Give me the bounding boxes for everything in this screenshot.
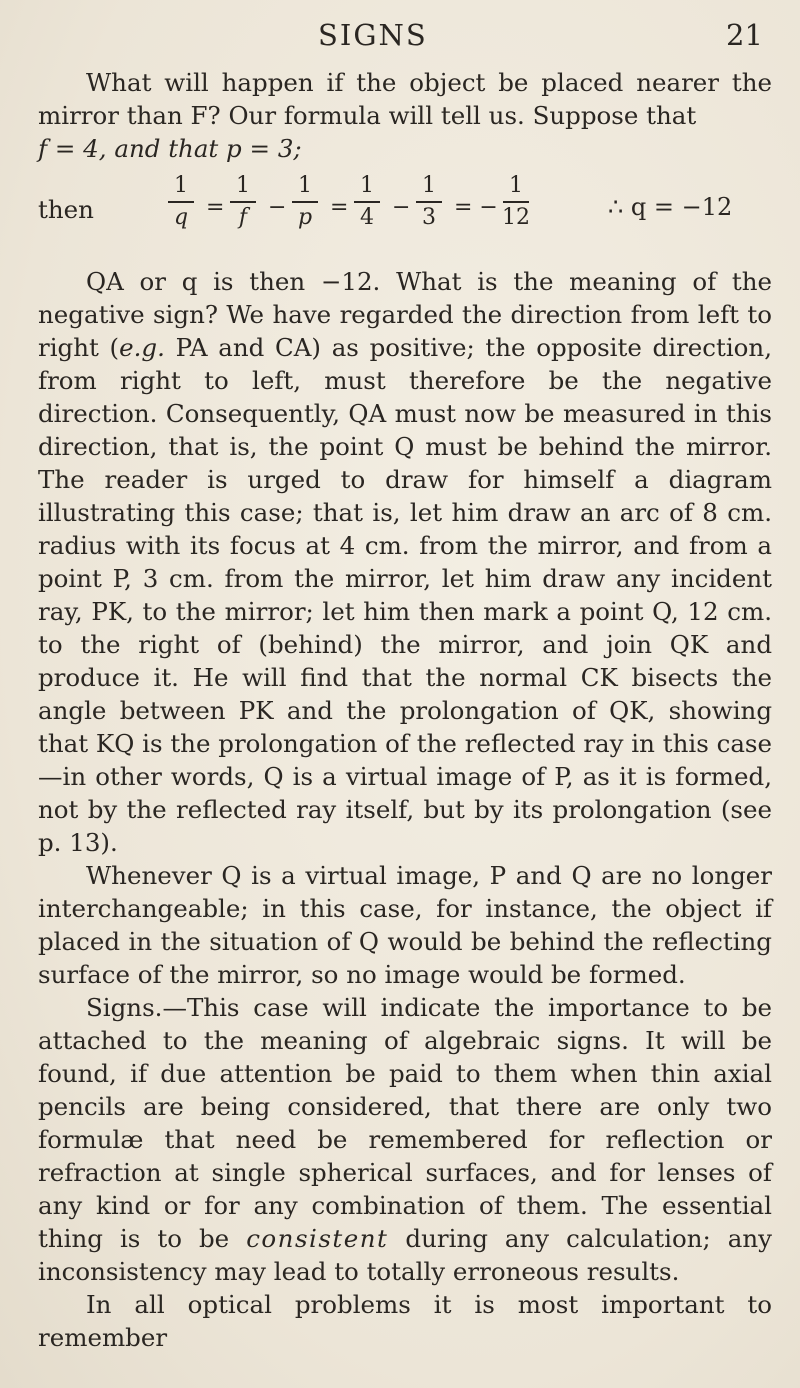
signs-text: —This case will indicate the importance to be attached to the meaning of algebraic signs. It will be found, if due attention be paid to them when thin axial pencils are being considered, that there are only two formulæ that need be remembered for reflection or refraction at single spherical surfaces, and for lenses of any kind or for any combination of them. The essential thing is to be	[38, 993, 772, 1253]
qa-eg: e.g.	[119, 333, 165, 362]
body-text	[38, 66, 772, 1354]
equation	[38, 169, 772, 259]
running-head: SIGNS	[318, 18, 428, 52]
fraction-denominator: f	[238, 205, 248, 230]
equation-operator: =	[206, 195, 225, 220]
fraction-numerator: 1	[509, 173, 523, 198]
equation-operator: −	[268, 195, 287, 220]
page-number: 21	[726, 18, 763, 52]
fraction-numerator: 1	[174, 173, 188, 198]
fraction-bar	[354, 201, 380, 203]
fraction-denominator: 12	[502, 205, 530, 230]
fraction-numerator: 1	[422, 173, 436, 198]
qa-text: QA or q is then −12. What is the meaning of the negative sign? We have regarded the direction from left to right (	[38, 267, 772, 362]
fraction-bar	[292, 201, 318, 203]
equation-result: ∴ q = −12	[608, 193, 733, 221]
signs-paragraph	[38, 991, 772, 1288]
intro-line: What will happen if the object be placed nearer the mirror than F? Our formula will tell us. Suppose that	[38, 68, 772, 130]
equation-operator: =	[330, 195, 349, 220]
fraction-bar	[416, 201, 442, 203]
fraction-denominator: q	[173, 205, 189, 230]
fraction-1-over-12	[502, 173, 530, 231]
qa-text-rest: PA and CA) as positive; the opposite direction, from right to left, must therefore be the negative direction. Consequently, QA must now be measured in this direction, that is, the point Q must be behind the mirror. The reader is urged to draw for himself a diagram illustrating this case; that is, let him draw an arc of 8 cm. radius with its focus at 4 cm. from the mirror, and from a point P, 3 cm. from the mirror, let him draw any incident ray, PK, to the mirror; let him then mark a point Q, 12 cm. to the right of (behind) the mirror, and join QK and produce it. He will find that the normal CK bisects the angle between PK and the prolongation of QK, showing that KQ is the prolongation of the reflected ray in this case—in other words, Q is a virtual image of P, as it is formed, not by the reflected ray itself, but by its prolongation (see p. 13).	[38, 333, 772, 857]
signs-heading: Signs.	[86, 993, 163, 1022]
page-header	[0, 18, 800, 58]
signs-emphasis: consistent	[246, 1224, 389, 1253]
fraction-bar	[168, 201, 194, 203]
closing-paragraph: In all optical problems it is most important to remember	[38, 1290, 772, 1352]
fraction-denominator: p	[297, 205, 313, 230]
fraction-1-over-f	[230, 173, 256, 231]
fraction-numerator: 1	[298, 173, 312, 198]
fraction-bar	[503, 201, 529, 203]
fraction-1-over-q	[168, 173, 194, 231]
fraction-1-over-3	[416, 173, 442, 231]
fraction-numerator: 1	[236, 173, 250, 198]
fraction-numerator: 1	[360, 173, 374, 198]
equation-operator: = −	[454, 195, 498, 220]
equation-then: then	[38, 195, 94, 224]
intro-paragraph	[38, 66, 772, 165]
equation-operator: −	[392, 195, 411, 220]
fraction-denominator: 4	[360, 205, 374, 230]
signs-text-end: during any calculation; any inconsistency may lead to totally erroneous results.	[38, 1224, 772, 1286]
virtual-image-paragraph: Whenever Q is a virtual image, P and Q are no longer interchangeable; in this case, for instance, the object if placed in the situation of Q would be behind the reflecting surface of the mirror, so no image would be formed.	[38, 861, 772, 989]
fraction-1-over-p	[292, 173, 318, 231]
fraction-bar	[230, 201, 256, 203]
intro-values: f = 4, and that p = 3;	[38, 134, 302, 163]
qa-paragraph	[38, 265, 772, 859]
fraction-denominator: 3	[422, 205, 436, 230]
fraction-1-over-4	[354, 173, 380, 231]
